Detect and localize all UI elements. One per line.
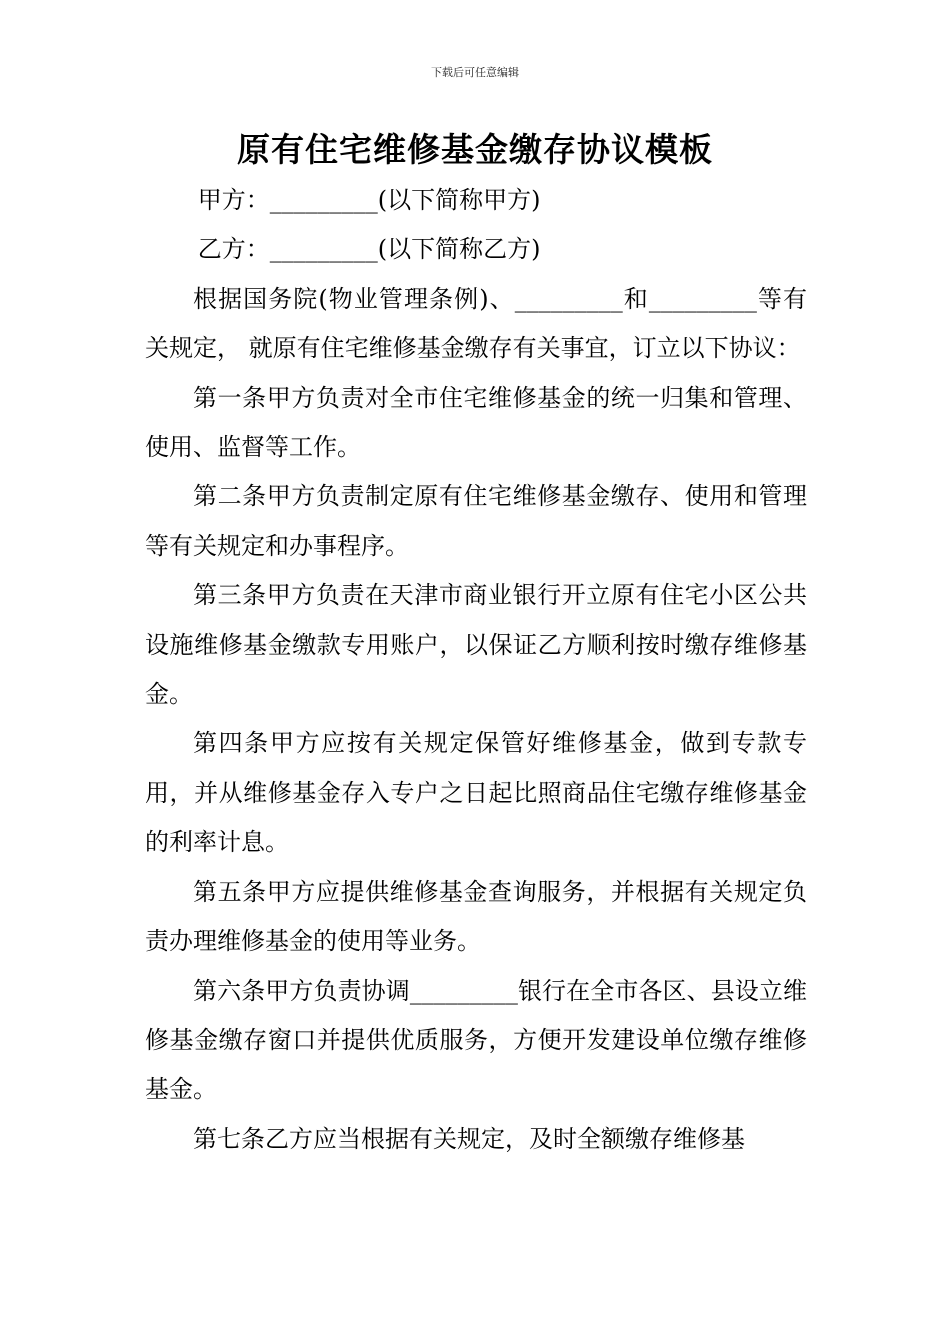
- document-body: [145, 176, 807, 1164]
- paragraph-article-7: 第七条乙方应当根据有关规定，及时全额缴存维修基: [193, 1124, 745, 1153]
- paragraph-preamble: 根据国务院(物业管理条例)、_________和_________等有关规定， 就原有住宅维修基金缴存有关事宜，订立以下协议：: [145, 284, 807, 363]
- paragraph-article-3: 第三条甲方负责在天津市商业银行开立原有住宅小区公共设施维修基金缴款专用账户，以保证乙方顺利按时缴存维修基金。: [145, 581, 807, 709]
- paragraph-article-6: 第六条甲方负责协调_________银行在全市各区、县设立维修基金缴存窗口并提供优质服务，方便开发建设单位缴存维修基金。: [145, 976, 807, 1104]
- party-b-line: 乙方：_________(以下简称乙方): [197, 235, 541, 264]
- paragraph-article-5: 第五条甲方应提供维修基金查询服务，并根据有关规定负责办理维修基金的使用等业务。: [145, 877, 807, 956]
- document-title: 原有住宅维修基金缴存协议模板: [237, 130, 713, 169]
- paragraph-article-2: 第二条甲方负责制定原有住宅维修基金缴存、使用和管理等有关规定和办事程序。: [145, 482, 807, 560]
- party-a-line: 甲方：_________(以下简称甲方): [197, 186, 541, 214]
- paragraph-article-4: 第四条甲方应按有关规定保管好维修基金，做到专款专用，并从维修基金存入专户之日起比照商品住宅缴存维修基金的利率计息。: [145, 729, 807, 857]
- paragraph-article-1: 第一条甲方负责对全市住宅维修基金的统一归集和管理、使用、监督等工作。: [145, 383, 807, 462]
- header-note: 下载后可任意编辑: [431, 66, 519, 79]
